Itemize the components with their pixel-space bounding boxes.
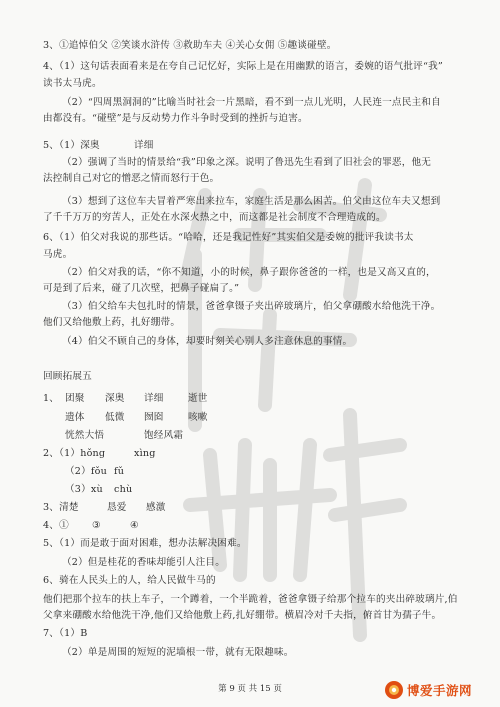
text-line-l32: 7、（1）B <box>43 628 88 639</box>
text-line-l12: 马虎。 <box>43 249 73 260</box>
text-line-l19c: 深奥 <box>105 393 125 404</box>
text-line-l1: 3、①追悼伯父 ②笑谈水浒传 ③救助车夫 ④关心女佣 ⑤趣谈碰壁。 <box>43 40 337 51</box>
text-line-l20d: 咳嗽 <box>188 412 208 423</box>
text-line-l26b: ③ <box>92 520 101 531</box>
text-line-l19d: 详细 <box>144 393 164 404</box>
text-line-l20b: 低微 <box>105 412 125 423</box>
text-line-l24b: chù <box>114 484 133 495</box>
text-line-l30: 他们把那个拉车的扶上车子，一个蹲着，一个半跪着，爸爸拿镊子给那个拉车的夹出碎玻璃片,伯 <box>43 594 458 605</box>
text-line-l22a: 2、（1）hǒng <box>43 448 106 459</box>
text-line-l18: 回顾拓展五 <box>43 371 92 382</box>
text-line-l19a: 1、 <box>43 393 60 404</box>
text-line-l21a: 恍然大悟 <box>65 430 105 441</box>
text-line-l20c: 囫囵 <box>144 412 164 423</box>
text-line-l14: 可是到了后来，碰了几次壁，把鼻子碰扁了。” <box>43 283 240 294</box>
text-line-l9: （3）想到了这位车夫冒着严寒出来拉车，家庭生活是那么困苦。伯父由这位车夫又想到 <box>62 196 441 207</box>
watermark-text: 作业精灵 <box>270 645 274 646</box>
site-logo <box>384 679 472 701</box>
gamepad-logo-icon <box>384 680 404 700</box>
text-line-l25b: 恳爱 <box>107 502 127 513</box>
text-line-l3: 读书太马虎。 <box>43 78 102 89</box>
text-line-l10: 了千千万万的穷苦人，正处在水深火热之中，而这都是社会制度不合理造成的。 <box>43 212 386 223</box>
text-line-l6b: 详细 <box>134 140 154 151</box>
text-line-l2: 4、（1）这句话表面看来是在夸自己记忆好，实际上是在用幽默的语言，委婉的语气批评“我” <box>43 61 443 72</box>
text-line-l26a: 4、① <box>43 520 69 531</box>
text-line-l16: 他们又给他敷上药，扎好绷带。 <box>43 317 181 328</box>
text-line-l33: （2）单是周围的短短的泥墙根一带，就有无限趣味。 <box>62 647 294 658</box>
text-line-l19b: 团聚 <box>65 393 85 404</box>
text-line-l11: 6、（1）伯父对我说的那些话。“哈哈，还是我记性好”其实伯父是委婉的批评我读书太 <box>43 232 414 243</box>
text-line-l7: （2）强调了当时的情景给“我”印象之深。说明了鲁迅先生看到了旧社会的罪恶，他无 <box>62 157 432 168</box>
text-line-l21b: 饱经风霜 <box>144 430 184 441</box>
text-line-l27: 5、（1）而是敢于面对困难，想办法解决困难。 <box>43 538 247 549</box>
text-line-l24a: （3）xù <box>65 484 103 495</box>
text-line-l17: （4）伯父不顾自己的身体，却要时刻关心别人多注意休息的事情。 <box>62 336 353 347</box>
text-line-l25a: 3、清楚 <box>43 502 79 513</box>
text-line-l4: （2）“四周黑洞洞的”比喻当时社会一片黑暗，看不到一点儿光明，人民连一点民主和自 <box>62 97 441 108</box>
text-line-l13: （2）伯父对我的话，“你不知道，小的时候，鼻子跟你爸爸的一样，也是又高又直的， <box>62 267 436 278</box>
text-line-l26c: ④ <box>130 520 139 531</box>
text-line-l25c: 感激 <box>146 502 166 513</box>
text-line-l23a: （2）fǒu <box>65 466 107 477</box>
text-line-l29: 6、骑在人民头上的人，给人民做牛马的 <box>43 575 216 586</box>
text-line-l22b: xìng <box>134 448 156 459</box>
text-line-l15: （3）伯父给车夫包扎时的情景，爸爸拿镊子夹出碎玻璃片，伯父拿硼酸水给他洗干净。 <box>62 301 441 312</box>
text-line-l5: 由都没有。“碰壁”是与反动势力作斗争时受到的挫折与迫害。 <box>43 113 308 124</box>
text-line-l8: 法控制自己对它的憎恶之情而怒行于色。 <box>43 173 220 184</box>
page-footer: 第 9 页 共 15 页 <box>218 684 282 694</box>
text-line-l28: （2）但是桂花的香味却能引人注目。 <box>62 557 226 568</box>
text-line-l23b: fǔ <box>114 466 125 477</box>
logo-text: 博爱手游网 <box>407 683 473 698</box>
text-line-l20a: 遗体 <box>65 412 85 423</box>
text-line-l19e: 逝世 <box>188 393 208 404</box>
text-line-l31: 父拿来硼酸水给他洗干净,他们又给他敷上药,扎好绷带。横眉冷对千夫指，俯首甘为孺子牛。 <box>43 610 442 621</box>
text-line-l6: 5、（1）深奥 <box>43 140 100 151</box>
